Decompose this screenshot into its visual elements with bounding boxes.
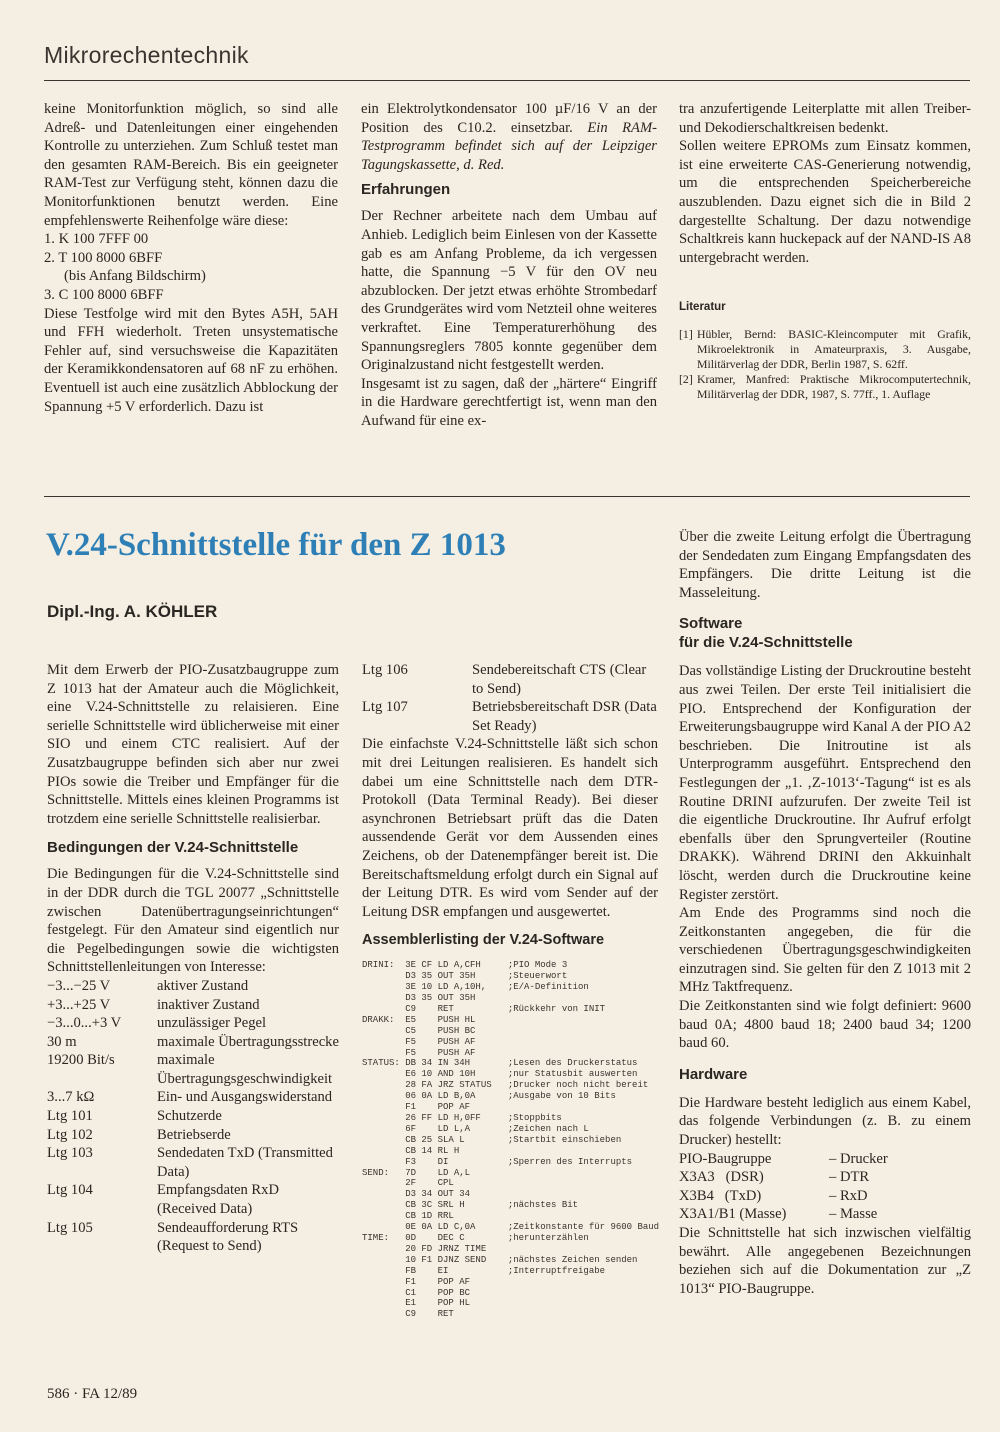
spec-value: Schutzerde	[157, 1108, 222, 1125]
spec-value: inaktiver Zustand	[157, 996, 260, 1013]
listing-heading: Assemblerlisting der V.24-Software	[362, 932, 605, 949]
paragraph: tra anzufertigende Leiterplatte mit allen Treiber- und Dekodierschaltkreisen bedenkt.	[679, 101, 971, 136]
listing-line: E6 10 AND 10H ;nur Statusbit auswerten	[362, 1069, 638, 1080]
listing-line: 20 FD JRNZ TIME	[362, 1243, 487, 1254]
spec-table	[362, 661, 658, 735]
spec-row	[47, 1126, 339, 1145]
spec-row	[47, 977, 339, 996]
paragraph-text: ein Elektrolytkondensator 100 µF/16 V an der Position des C10.2. einsetzbar.	[361, 101, 657, 136]
section-heading: Erfahrungen	[361, 181, 451, 199]
literature-heading: Literatur	[679, 301, 726, 314]
listing-line: STATUS: DB 34 IN 34H ;Lesen des Druckerstatus	[362, 1058, 638, 1069]
connection-from: X3A3 (DSR)	[679, 1169, 764, 1186]
spec-key: Ltg 101	[47, 1108, 93, 1125]
spec-row	[47, 1014, 339, 1033]
spec-key: Ltg 106	[362, 662, 408, 678]
listing-line: 10 F1 DJNZ SEND ;nächstes Zeichen senden	[362, 1254, 638, 1265]
listing-line: 06 0A LD B,0A ;Ausgabe von 10 Bits	[362, 1091, 616, 1102]
listing-line: C9 RET	[362, 1309, 454, 1320]
listing-line: 3E 10 LD A,10H, ;E/A-Definition	[362, 982, 589, 993]
connection-row	[679, 1168, 971, 1187]
listing-line: D3 35 OUT 35H	[362, 993, 476, 1004]
listing-line: CB 3C SRL H ;nächstes Bit	[362, 1200, 579, 1211]
spec-value: Sendedaten TxD (Transmitted Data)	[157, 1145, 333, 1180]
paragraph: Insgesamt ist zu sagen, daß der „härtere“ Eingriff in die Hardware gerechtfertigt ist, wenn man den Aufwand für eine ex-	[361, 375, 657, 429]
spec-row	[47, 1181, 339, 1218]
spec-row	[47, 1051, 339, 1088]
article-column-2	[362, 661, 658, 1320]
spec-value: Betriebserde	[157, 1126, 231, 1143]
test-step: 1. K 100 7FFF 00	[44, 231, 149, 248]
listing-line: DRINI: 3E CF LD A,CFH ;PIO Mode 3	[362, 960, 568, 971]
ref-text: Kramer, Manfred: Praktische Mikrocomputertechnik, Militärverlag der DDR, 1987, S. 77ff., 1. Auflage	[697, 372, 971, 402]
section-heading: für die V.24-Schnittstelle	[679, 634, 853, 652]
header-rule	[44, 80, 970, 81]
listing-line: 28 FA JRZ STATUS ;Drucker noch nicht bereit	[362, 1080, 649, 1091]
spec-row	[362, 661, 658, 698]
paragraph: Über die zweite Leitung erfolgt die Übertragung der Sendedaten zum Eingang Empfangsdaten des Empfängers. Die dritte Leitung ist die Masseleitung.	[679, 529, 971, 601]
spec-key: Ltg 105	[47, 1219, 93, 1236]
spec-key: Ltg 103	[47, 1145, 93, 1162]
spec-row	[47, 1033, 339, 1052]
spec-key: −3...−25 V	[47, 977, 111, 994]
connection-from: X3B4 (TxD)	[679, 1187, 762, 1204]
spec-value: unzulässiger Pegel	[157, 1015, 267, 1032]
spec-key: 3...7 kΩ	[47, 1089, 95, 1106]
paragraph: Die Schnittstelle hat sich inzwischen vielfältig bewährt. Alle angegebenen Bezeichnungen beziehen sich auf die Dokumentation zur „Z 1013“ PIO-Baugruppe.	[679, 1225, 971, 1297]
listing-line: SEND: 7D LD A,L	[362, 1167, 471, 1178]
listing-line: F1 POP AF	[362, 1276, 471, 1287]
test-step: 2. T 100 8000 6BFF	[44, 249, 163, 266]
paragraph: Mit dem Erwerb der PIO-Zusatzbaugruppe zum Z 1013 hat der Amateur auch die Möglichkeit, eine V.24-Schnittstelle zu relaisieren. Eine serielle Schnittstelle wird üblicherweise mit einer SIO und einem CTC realisiert. Auf der Zusatzbaugruppe befinden sich aber nur zwei PIOs sowie die Treiber und Empfänger für die Schnittstelle. Mittels eines kleinen Programms ist trotzdem eine serielle Schnittstelle realisierbar.	[47, 662, 339, 827]
listing-line: 26 FF LD H,0FF ;Stoppbits	[362, 1113, 562, 1123]
listing-line: D3 35 OUT 35H ;Steuerwort	[362, 971, 568, 982]
paragraph: Die Bedingungen für die V.24-Schnittstelle sind in der DDR durch die TGL 20077 „Schnittstelle zwischen Datenübertragungseinrichtungen“ festgelegt. Für den Amateur sind eigentlich nur die Pegelbedingungen sowie die wichtigsten Schnittstellenleitungen von Interesse:	[47, 866, 339, 976]
listing-line: F3 DI ;Sperren des Interrupts	[362, 1156, 633, 1167]
listing-line: C1 POP BC	[362, 1287, 471, 1298]
listing-line: E1 POP HL	[362, 1298, 471, 1309]
spec-value: Betriebsbereitschaft DSR (Data Set Ready)	[472, 699, 657, 734]
listing-line: FB EI ;Interruptfreigabe	[362, 1265, 606, 1276]
paragraph: Am Ende des Programms sind noch die Zeitkonstanten angegeben, die für die verschiedenen Übertragungsgeschwindigkeiten einzutragen sind. Sie gelten für den Z 1013 mit 2 MHz Taktfrequenz.	[679, 905, 971, 996]
listing-line: DRAKK: E5 PUSH HL	[362, 1014, 476, 1025]
listing-line: F5 PUSH AF	[362, 1047, 476, 1058]
editor-note: Ein RAM-Testprogramm befindet sich auf der Leipziger Tagungskassette, d. Red.	[361, 119, 657, 173]
connection-row	[679, 1150, 971, 1169]
paragraph: Sollen weitere EPROMs zum Einsatz kommen, ist eine erweiterte CAS-Generierung notwendig, um die entsprechenden Speicherbereiche auszublenden. Dazu eignet sich die in Bild 2 dargestellte Schaltung. Der dazu notwendige Schaltkreis kann huckepack auf der NAND-IS A8 untergebracht werden.	[679, 138, 971, 266]
spec-value: Sendeaufforderung RTS (Request to Send)	[157, 1219, 299, 1255]
listing-line: C5 PUSH BC	[362, 1025, 476, 1036]
connection-from: X3A1/B1 (Masse)	[679, 1206, 787, 1223]
connection-to: – DTR	[829, 1169, 870, 1186]
spec-row	[47, 996, 339, 1015]
spec-value: aktiver Zustand	[157, 977, 249, 994]
test-step-note: (bis Anfang Bildschirm)	[64, 268, 206, 285]
connection-to: – RxD	[829, 1187, 868, 1204]
spec-value: Ein- und Ausgangswiderstand	[157, 1089, 333, 1106]
top-column-3	[679, 100, 971, 402]
spec-key: 30 m	[47, 1033, 77, 1050]
spec-row	[47, 1219, 339, 1256]
listing-line: CB 25 SLA L ;Startbit einschieben	[362, 1134, 622, 1145]
literature-ref	[679, 372, 971, 402]
section-heading: Software	[679, 615, 743, 633]
listing-line: 0E 0A LD C,0A ;Zeitkonstante für 9600 Baud	[362, 1222, 660, 1233]
paragraph	[361, 100, 657, 174]
page-folio: 586 · FA 12/89	[47, 1386, 138, 1402]
spec-value: Sendebereitschaft CTS (Clear to Send)	[472, 662, 647, 697]
spec-row	[362, 698, 658, 735]
paragraph: Das vollständige Listing der Druckroutine besteht aus zwei Teilen. Der erste Teil initialisiert die PIO. Entsprechend der Konfiguration der Erweiterungsbaugruppe wird Kanal A der PIO A2 beschrieben. Die Initroutine ist als Unterprogramm ausgeführt. Entsprechend den Festlegungen der „1. ‚Z-1013‘-Tagung“ ist es als Routine DRINI aufzurufen. Der zweite Teil ist die eigentliche Druckroutine. Ihr Aufruf erfolgt ebenfalls über den Sprungverteiler (Routine DRAKK). Während DRINI den Akkuinhalt löscht, werden durch die Druckroutine keine Register zerstört.	[679, 663, 971, 903]
paragraph: keine Monitorfunktion möglich, so sind alle Adreß- und Datenleitungen einer eingehenden Kontrolle zu unterziehen. Zum Schluß testet man den gesamten RAM-Bereich. Bis ein geeigneter RAM-Test zur Verfügung steht, können dazu die Monitorfunktionen benutzt werden. Eine empfehlenswerte Reihenfolge wäre diese:	[44, 101, 338, 229]
top-column-2	[361, 100, 657, 431]
section-heading: Hardware	[679, 1065, 748, 1083]
article-column-3	[679, 528, 971, 1298]
ref-number: [2]	[679, 372, 693, 387]
paragraph: Diese Testfolge wird mit den Bytes A5H, 5AH und FFH wiederholt. Treten unsystematische Fehler auf, sind versuchsweise die Kapazitäten der Keramikkondensatoren auf 68 nF zu erhöhen. Eventuell ist auch eine zusätzlich Abblockung der Spannung +5 V erforderlich. Dazu ist	[44, 305, 338, 415]
connection-row	[679, 1187, 971, 1206]
spec-table	[47, 977, 339, 1256]
listing-line: C9 RET ;Rückkehr von INIT	[362, 1003, 606, 1014]
connection-to: – Masse	[829, 1206, 878, 1223]
top-column-1	[44, 100, 338, 416]
running-title: Mikrorechentechnik	[44, 42, 249, 68]
ref-text: Hübler, Bernd: BASIC-Kleincomputer mit Grafik, Mikroelektronik in Amateurpraxis, 3. Ausgabe, Militärverlag der DDR, Berlin 1987, S. 62ff.	[697, 327, 971, 372]
listing-line: 6F LD L,A ;Zeichen nach L	[362, 1123, 589, 1134]
section-heading: Bedingungen der V.24-Schnittstelle	[47, 839, 299, 857]
spec-key: 19200 Bit/s	[47, 1052, 115, 1069]
article-column-1	[47, 661, 339, 1256]
listing-line: F1 POP AF	[362, 1102, 471, 1113]
literature-ref	[679, 327, 971, 372]
section-divider	[44, 496, 970, 497]
ref-number: [1]	[679, 327, 693, 342]
connection-from: PIO-Baugruppe	[679, 1150, 772, 1167]
assembler-listing	[362, 960, 658, 1320]
test-step: 3. C 100 8000 6BFF	[44, 286, 164, 303]
connection-table	[679, 1150, 971, 1224]
spec-row	[47, 1088, 339, 1107]
listing-line: TIME: 0D DEC C ;herunterzählen	[362, 1232, 589, 1243]
paragraph: Die Zeitkonstanten sind wie folgt definiert: 9600 baud 0A; 4800 baud 18; 2400 baud 34; 1200 baud 60.	[679, 998, 971, 1052]
spec-value: maximale Übertragungsgeschwindigkeit	[157, 1052, 333, 1087]
article-author: Dipl.-Ing. A. KÖHLER	[47, 602, 218, 621]
article-title: V.24-Schnittstelle für den Z 1013	[46, 527, 506, 563]
spec-key: Ltg 102	[47, 1126, 93, 1143]
paragraph: Die Hardware besteht lediglich aus einem Kabel, das folgende Verbindungen (z. B. zu einem Drucker) hestellt:	[679, 1094, 971, 1149]
listing-line: CB 14 RL H	[362, 1145, 460, 1156]
paragraph: Der Rechner arbeitete nach dem Umbau auf Anhieb. Lediglich beim Einlesen von der Kassette gab es am Anfang Probleme, da ich vergessen hatte, die Spannung −5 V für den OV neu abzublocken. Der jetzt etwas erhöhte Strombedarf des Grundgerätes wird vom Netzteil ohne weiteres verkraftet. Eine Temperaturerhöhung des Spannungsreglers 7805 konnte gegenüber dem Originalzustand nicht festgestellt werden.	[361, 208, 657, 374]
spec-row	[47, 1107, 339, 1126]
connection-to: – Drucker	[829, 1150, 888, 1167]
spec-value: maximale Übertragungsstrecke	[157, 1033, 339, 1050]
spec-key: Ltg 107	[362, 699, 408, 716]
paragraph: Die einfachste V.24-Schnittstelle läßt sich schon mit drei Leitungen realisieren. Es handelt sich dabei um eine Schnittstelle nach dem DTR-Protokoll (Data Terminal Ready). Bei dieser asynchronen Betriebsart prüft das die Daten aussendende Gerät vor dem Aussenden eines Zeichens, ob der Datenempfänger bereit ist. Die Bereitschaftsmeldung erfolgt durch ein Signal auf der Leitung DTR. Es wird vom Sender auf der Leitung DSR empfangen und ausgewertet.	[362, 736, 658, 920]
listing-line: CB 1D RRL	[362, 1211, 454, 1222]
listing-line: D3 34 OUT 34	[362, 1189, 471, 1200]
connection-row	[679, 1205, 971, 1224]
spec-key: −3...0...+3 V	[47, 1015, 122, 1032]
listing-line: F5 PUSH AF	[362, 1036, 476, 1047]
spec-key: +3...+25 V	[47, 996, 111, 1013]
spec-value: Empfangsdaten RxD (Received Data)	[157, 1182, 279, 1218]
listing-line: 2F CPL	[362, 1178, 454, 1189]
spec-key: Ltg 104	[47, 1182, 93, 1199]
spec-row	[47, 1144, 339, 1181]
